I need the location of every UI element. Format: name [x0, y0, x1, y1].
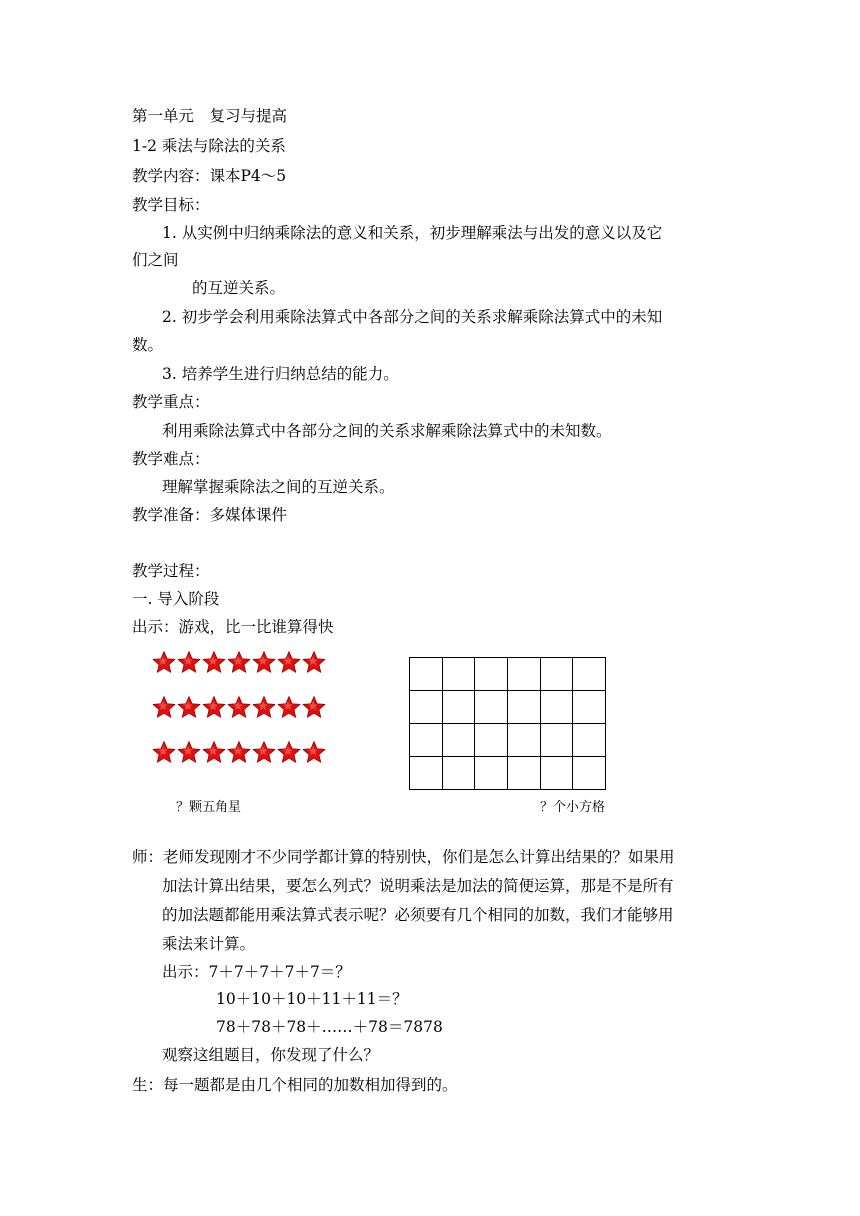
star-icon: [177, 740, 201, 764]
goal-1-line-2: 们之间: [132, 251, 179, 269]
grid-cell: [540, 724, 573, 757]
grid-cell: [507, 757, 540, 790]
star-icon: [302, 695, 326, 719]
stars-caption: ？颗五角星: [176, 800, 242, 815]
teaching-content: 教学内容：课本P4～5: [132, 167, 287, 185]
goals-heading: 教学目标：: [132, 196, 210, 214]
star-icon: [202, 740, 226, 764]
star-icon: [277, 650, 301, 674]
star-icon: [202, 650, 226, 674]
star-row: [152, 740, 326, 764]
grid-cell: [410, 724, 443, 757]
star-icon: [252, 695, 276, 719]
goal-3: 3. 培养学生进行归纳总结的能力。: [162, 365, 399, 383]
grid-row: [410, 691, 606, 724]
star-icon: [227, 650, 251, 674]
star-icon: [152, 740, 176, 764]
grid-cell: [507, 658, 540, 691]
grid-cell: [410, 757, 443, 790]
difficulty-heading: 教学难点：: [132, 450, 210, 468]
student-answer: 生：每一题都是由几个相同的加数相加得到的。: [132, 1076, 458, 1094]
game-prompt: 出示：游戏，比一比谁算得快: [132, 618, 334, 636]
grid-cell: [442, 757, 475, 790]
goal-2-line-2: 数。: [132, 336, 164, 354]
grid-cell: [573, 658, 606, 691]
lesson-title: 1-2 乘法与除法的关系: [132, 137, 286, 155]
grid-cell: [573, 724, 606, 757]
grid-cell: [475, 757, 508, 790]
grid-cell: [475, 691, 508, 724]
goal-1-line-1: 1. 从实例中归纳乘除法的意义和关系，初步理解乘法与出发的意义以及它: [162, 224, 663, 242]
teacher-line-2: 加法计算出结果，要怎么列式？说明乘法是加法的简便运算，那是不是所有: [162, 877, 674, 895]
goal-1-line-3: 的互逆关系。: [192, 279, 286, 297]
grid-cell: [507, 724, 540, 757]
stage-1-heading: 一. 导入阶段: [132, 590, 220, 608]
process-heading: 教学过程：: [132, 562, 210, 580]
star-icon: [302, 650, 326, 674]
observe-question: 观察这组题目，你发现了什么？: [162, 1046, 380, 1064]
teacher-line-4: 乘法来计算。: [162, 935, 256, 953]
key-point-heading: 教学重点：: [132, 393, 210, 411]
star-icon: [227, 740, 251, 764]
star-icon: [277, 695, 301, 719]
grid-caption: ？个小方格: [540, 800, 606, 815]
grid-cell: [442, 691, 475, 724]
grid-cell: [410, 691, 443, 724]
show-equation-2: 10＋10＋10＋11＋11＝？: [216, 990, 408, 1008]
star-row: [152, 650, 326, 674]
difficulty-text: 理解掌握乘除法之间的互逆关系。: [162, 478, 395, 496]
grid-cell: [573, 691, 606, 724]
show-equation-3: 78＋78＋78＋……＋78＝7878: [216, 1018, 443, 1036]
grid-row: [410, 658, 606, 691]
star-icon: [152, 695, 176, 719]
star-icon: [177, 650, 201, 674]
star-icon: [277, 740, 301, 764]
star-icon: [252, 650, 276, 674]
star-icon: [252, 740, 276, 764]
star-icon: [227, 695, 251, 719]
square-grid: [409, 657, 606, 790]
grid-cell: [540, 658, 573, 691]
goal-2-line-1: 2. 初步学会利用乘除法算式中各部分之间的关系求解乘除法算式中的未知: [162, 308, 663, 326]
star-row: [152, 695, 326, 719]
key-point-text: 利用乘除法算式中各部分之间的关系求解乘除法算式中的未知数。: [162, 422, 612, 440]
grid-row: [410, 724, 606, 757]
star-icon: [177, 695, 201, 719]
teacher-line-1: 师：老师发现刚才不少同学都计算的特别快，你们是怎么计算出结果的？如果用: [132, 848, 675, 866]
grid-cell: [507, 691, 540, 724]
grid-cell: [442, 724, 475, 757]
star-icon: [302, 740, 326, 764]
grid-cell: [410, 658, 443, 691]
grid-cell: [442, 658, 475, 691]
star-icon: [152, 650, 176, 674]
grid-cell: [540, 757, 573, 790]
grid-cell: [573, 757, 606, 790]
grid-cell: [540, 691, 573, 724]
unit-title: 第一单元 复习与提高: [132, 107, 288, 125]
star-icon: [202, 695, 226, 719]
preparation: 教学准备：多媒体课件: [132, 506, 288, 524]
grid-row: [410, 757, 606, 790]
teacher-line-3: 的加法题都能用乘法算式表示呢？必须要有几个相同的加数，我们才能够用: [162, 906, 674, 924]
show-equation-1: 出示：7＋7＋7＋7＋7＝？: [162, 963, 351, 981]
grid-cell: [475, 658, 508, 691]
grid-cell: [475, 724, 508, 757]
